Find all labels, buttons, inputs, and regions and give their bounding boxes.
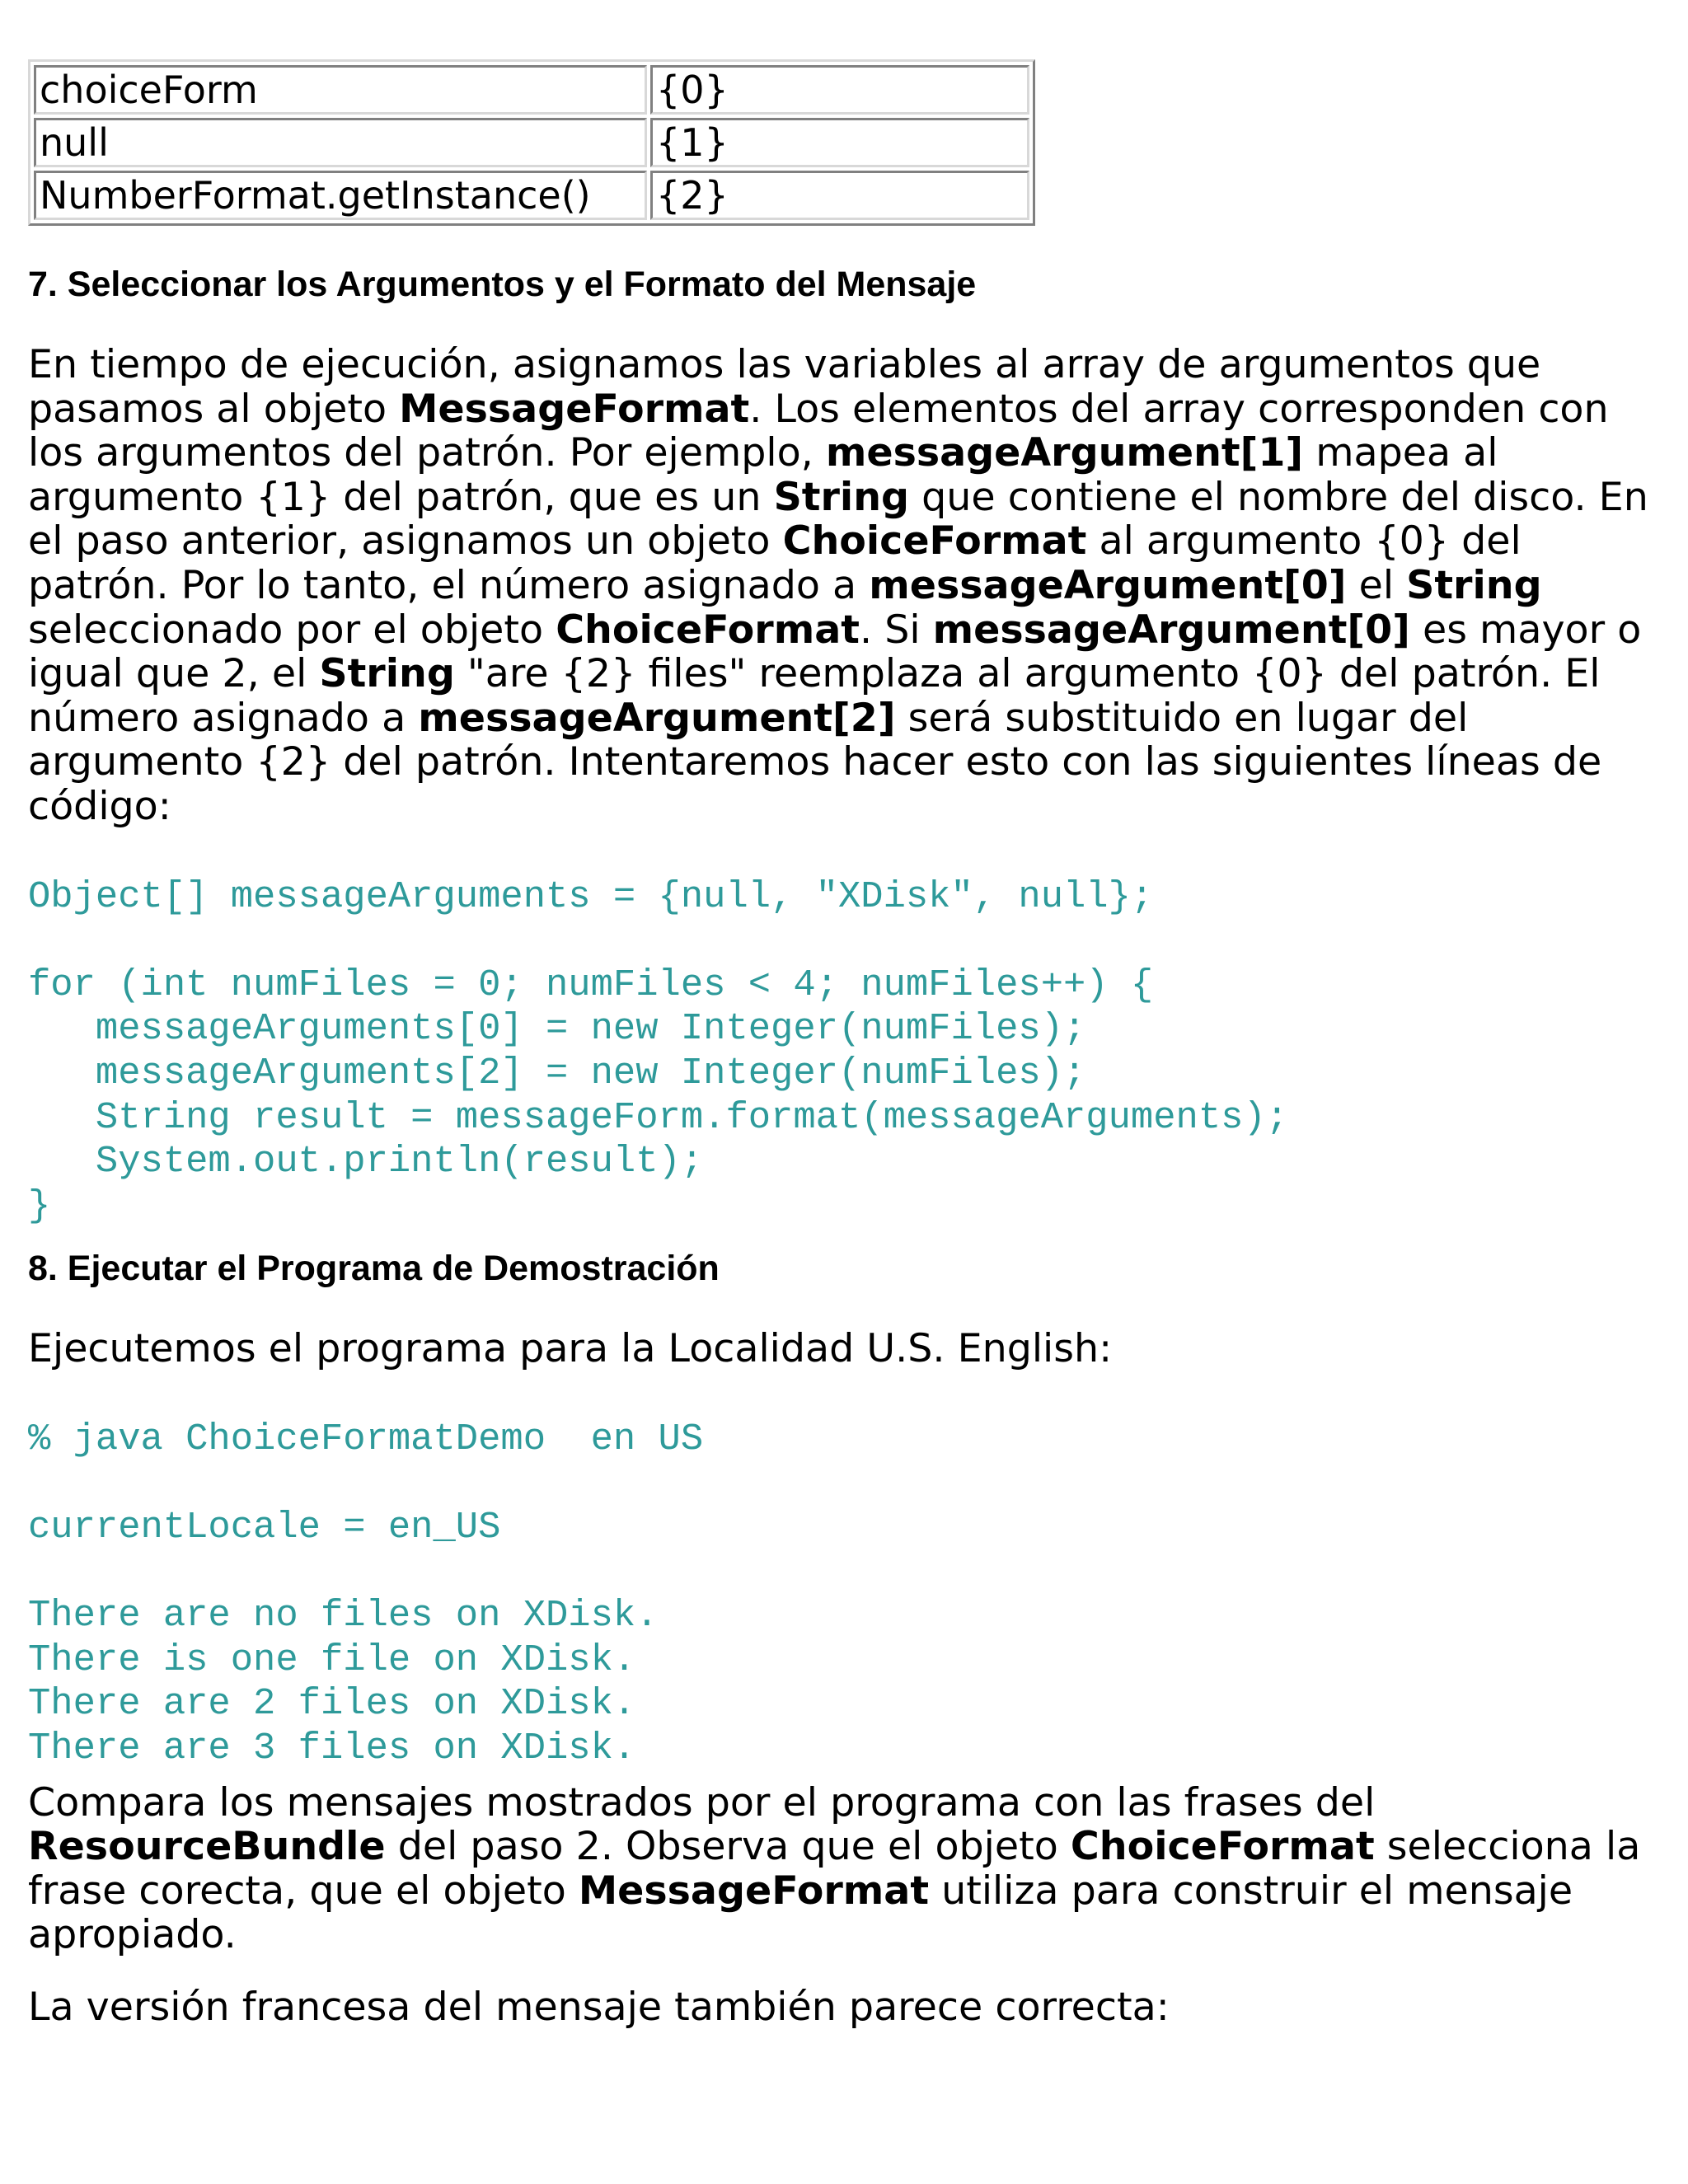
text-run: selecciona la frase corecta, que el objeto bbox=[28, 1824, 1641, 1914]
text-run: "are {2} files" reemplaza al argumento {0} del patrón. El número asignado a bbox=[28, 651, 1601, 741]
bold-term: ResourceBundle bbox=[28, 1824, 386, 1870]
bold-term: messageArgument[1] bbox=[825, 430, 1304, 476]
text-run: seleccionado por el objeto bbox=[28, 607, 556, 653]
document-page bbox=[28, 59, 1668, 2030]
text-run: Compara los mensajes mostrados por el programa con las frases del bbox=[28, 1779, 1376, 1825]
text-run: del paso 2. Observa que el objeto bbox=[385, 1824, 1071, 1870]
bold-term: String bbox=[1406, 562, 1542, 608]
text-run: . Los elementos del array corresponden con los argumentos del patrón. Por ejemplo, bbox=[28, 386, 1609, 476]
bold-term: ChoiceFormat bbox=[1070, 1824, 1375, 1870]
bold-term: messageArgument[0] bbox=[869, 562, 1347, 608]
table-cell: {2} bbox=[650, 171, 1029, 220]
text-run: utiliza para construir el mensaje apropiado. bbox=[28, 1868, 1573, 1958]
text-run: En tiempo de ejecución, asignamos las variables al array de argumentos que pasamos al objeto bbox=[28, 342, 1541, 432]
table-row bbox=[34, 171, 1029, 220]
section-8-heading: 8. Ejecutar el Programa de Demostración bbox=[28, 1249, 720, 1289]
text-run: es mayor o igual que 2, el bbox=[28, 607, 1642, 697]
text-run: será substituido en lugar del argumento {2} del patrón. Intentaremos hacer esto con las siguientes líneas de código: bbox=[28, 695, 1602, 829]
bold-term: MessageFormat bbox=[399, 386, 750, 432]
text-run: al argumento {0} del patrón. Por lo tanto, el número asignado a bbox=[28, 518, 1522, 608]
section-7-heading: 7. Seleccionar los Argumentos y el Formato del Mensaje bbox=[28, 265, 977, 304]
table-cell: {1} bbox=[650, 118, 1029, 167]
code-block-arguments: Object[] messageArguments = {null, "XDisk", null}; for (int numFiles = 0; numFiles < 4; numFiles++) { messageArguments[0] = new Integer(numFiles); messageArguments[2] = new Integer(numFiles); String result = messageForm.format(messageArguments); System.out.println(result); } bbox=[28, 874, 1289, 1227]
arguments-table bbox=[28, 59, 1035, 226]
text-run: . Si bbox=[860, 607, 933, 653]
table-cell: NumberFormat.getInstance() bbox=[34, 171, 647, 220]
table-row bbox=[34, 65, 1029, 115]
bold-term: String bbox=[319, 651, 455, 697]
table-cell: {0} bbox=[650, 65, 1029, 115]
bold-term: ChoiceFormat bbox=[782, 518, 1087, 565]
bold-term: MessageFormat bbox=[578, 1868, 930, 1914]
bold-term: messageArgument[0] bbox=[932, 607, 1410, 653]
bold-term: String bbox=[773, 474, 910, 520]
text-run: el bbox=[1346, 562, 1407, 608]
section-8-intro: Ejecutemos el programa para la Localidad U.S. English: bbox=[28, 1326, 1113, 1372]
table-cell: null bbox=[34, 118, 647, 167]
table-cell: choiceForm bbox=[34, 65, 647, 115]
section-8-closing: La versión francesa del mensaje también parece correcta: bbox=[28, 1985, 1170, 2030]
code-block-output: % java ChoiceFormatDemo en US currentLocale = en_US There are no files on XDisk. There is one file on XDisk. There are 2 files on XDisk. There are 3 files on XDisk. bbox=[28, 1417, 704, 1770]
text-run: que contiene el nombre del disco. En el paso anterior, asignamos un objeto bbox=[28, 474, 1648, 565]
section-7-paragraph bbox=[28, 343, 1668, 829]
table-row bbox=[34, 118, 1029, 167]
bold-term: ChoiceFormat bbox=[556, 607, 860, 653]
section-8-paragraph bbox=[28, 1781, 1668, 1957]
bold-term: messageArgument[2] bbox=[418, 695, 896, 741]
text-run: mapea al argumento {1} del patrón, que es un bbox=[28, 430, 1498, 520]
